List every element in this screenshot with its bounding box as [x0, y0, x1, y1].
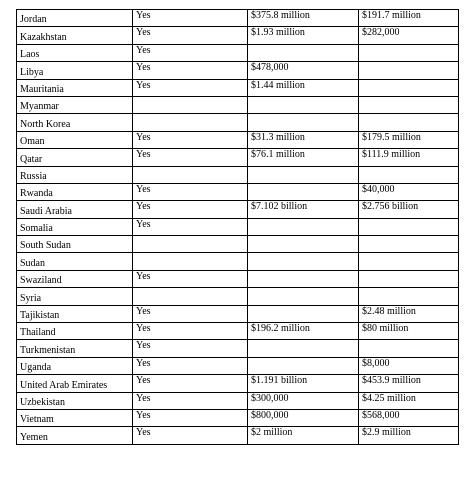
table-row — [17, 79, 459, 96]
second-amount-cell — [359, 62, 459, 79]
amount-cell: $478,000 — [248, 62, 359, 79]
amount-cell: $196.2 million — [248, 323, 359, 340]
second-amount-cell — [359, 288, 459, 305]
second-amount-cell: $4.25 million — [359, 392, 459, 409]
country-cell: Myanmar — [17, 96, 133, 113]
status-cell — [133, 253, 248, 270]
country-cell: Sudan — [17, 253, 133, 270]
second-amount-cell: $191.7 million — [359, 10, 459, 27]
amount-cell: $7.102 billion — [248, 201, 359, 218]
status-cell — [133, 166, 248, 183]
amount-cell: $375.8 million — [248, 10, 359, 27]
second-amount-cell: $2.9 million — [359, 427, 459, 444]
amount-cell: $1.44 million — [248, 79, 359, 96]
country-cell: Yemen — [17, 427, 133, 444]
table-row — [17, 218, 459, 235]
second-amount-cell — [359, 340, 459, 357]
second-amount-cell — [359, 96, 459, 113]
second-amount-cell — [359, 44, 459, 61]
amount-cell — [248, 218, 359, 235]
second-amount-cell: $179.5 million — [359, 131, 459, 148]
country-cell: Oman — [17, 131, 133, 148]
table-row — [17, 131, 459, 148]
amount-cell — [248, 166, 359, 183]
table-row — [17, 270, 459, 287]
country-cell: Mauritania — [17, 79, 133, 96]
country-cell: Tajikistan — [17, 305, 133, 322]
amount-cell — [248, 183, 359, 200]
country-cell: Syria — [17, 288, 133, 305]
amount-cell: $800,000 — [248, 409, 359, 426]
country-cell: Uzbekistan — [17, 392, 133, 409]
table-row — [17, 375, 459, 392]
country-cell: Russia — [17, 166, 133, 183]
second-amount-cell — [359, 166, 459, 183]
amount-cell — [248, 44, 359, 61]
country-cell: Somalia — [17, 218, 133, 235]
status-cell: Yes — [133, 340, 248, 357]
table-row — [17, 149, 459, 166]
status-cell: Yes — [133, 427, 248, 444]
amount-cell — [248, 114, 359, 131]
table-row — [17, 340, 459, 357]
second-amount-cell — [359, 270, 459, 287]
status-cell: Yes — [133, 305, 248, 322]
second-amount-cell: $40,000 — [359, 183, 459, 200]
second-amount-cell: $568,000 — [359, 409, 459, 426]
status-cell — [133, 96, 248, 113]
status-cell: Yes — [133, 323, 248, 340]
table-row — [17, 166, 459, 183]
table-row — [17, 114, 459, 131]
country-cell: Vietnam — [17, 409, 133, 426]
table-row — [17, 27, 459, 44]
table-row — [17, 10, 459, 27]
status-cell: Yes — [133, 44, 248, 61]
table-row — [17, 44, 459, 61]
second-amount-cell: $2.756 billion — [359, 201, 459, 218]
amount-cell — [248, 288, 359, 305]
amount-cell — [248, 340, 359, 357]
table-row — [17, 288, 459, 305]
second-amount-cell: $80 million — [359, 323, 459, 340]
table-row — [17, 62, 459, 79]
status-cell: Yes — [133, 270, 248, 287]
status-cell: Yes — [133, 79, 248, 96]
second-amount-cell — [359, 218, 459, 235]
country-aid-table — [16, 9, 459, 445]
country-cell: Libya — [17, 62, 133, 79]
amount-cell: $1.93 million — [248, 27, 359, 44]
table-row — [17, 183, 459, 200]
status-cell — [133, 114, 248, 131]
status-cell: Yes — [133, 357, 248, 374]
country-cell: Kazakhstan — [17, 27, 133, 44]
second-amount-cell: $453.9 million — [359, 375, 459, 392]
country-cell: Uganda — [17, 357, 133, 374]
status-cell: Yes — [133, 375, 248, 392]
country-cell: Saudi Arabia — [17, 201, 133, 218]
country-cell: Rwanda — [17, 183, 133, 200]
status-cell: Yes — [133, 201, 248, 218]
status-cell: Yes — [133, 10, 248, 27]
table-row — [17, 323, 459, 340]
country-cell: Jordan — [17, 10, 133, 27]
table-row — [17, 96, 459, 113]
table-row — [17, 305, 459, 322]
amount-cell: $2 million — [248, 427, 359, 444]
amount-cell — [248, 305, 359, 322]
status-cell: Yes — [133, 409, 248, 426]
second-amount-cell: $282,000 — [359, 27, 459, 44]
table-body — [17, 10, 459, 445]
status-cell: Yes — [133, 218, 248, 235]
country-cell: Laos — [17, 44, 133, 61]
country-cell: Qatar — [17, 149, 133, 166]
table-row — [17, 392, 459, 409]
amount-cell — [248, 270, 359, 287]
country-cell: North Korea — [17, 114, 133, 131]
status-cell: Yes — [133, 392, 248, 409]
table-row — [17, 201, 459, 218]
second-amount-cell — [359, 114, 459, 131]
second-amount-cell — [359, 236, 459, 253]
amount-cell — [248, 253, 359, 270]
amount-cell: $76.1 million — [248, 149, 359, 166]
second-amount-cell: $111.9 million — [359, 149, 459, 166]
second-amount-cell: $2.48 million — [359, 305, 459, 322]
table-row — [17, 253, 459, 270]
second-amount-cell: $8,000 — [359, 357, 459, 374]
amount-cell — [248, 236, 359, 253]
country-cell: South Sudan — [17, 236, 133, 253]
amount-cell: $31.3 million — [248, 131, 359, 148]
amount-cell — [248, 357, 359, 374]
table-row — [17, 357, 459, 374]
second-amount-cell — [359, 79, 459, 96]
amount-cell — [248, 96, 359, 113]
table-row — [17, 427, 459, 444]
amount-cell: $1.191 billion — [248, 375, 359, 392]
country-cell: Turkmenistan — [17, 340, 133, 357]
country-cell: United Arab Emirates — [17, 375, 133, 392]
status-cell: Yes — [133, 183, 248, 200]
status-cell — [133, 288, 248, 305]
status-cell: Yes — [133, 149, 248, 166]
amount-cell: $300,000 — [248, 392, 359, 409]
second-amount-cell — [359, 253, 459, 270]
status-cell — [133, 236, 248, 253]
status-cell: Yes — [133, 62, 248, 79]
country-cell: Thailand — [17, 323, 133, 340]
status-cell: Yes — [133, 131, 248, 148]
country-cell: Swaziland — [17, 270, 133, 287]
table-row — [17, 409, 459, 426]
table-row — [17, 236, 459, 253]
status-cell: Yes — [133, 27, 248, 44]
